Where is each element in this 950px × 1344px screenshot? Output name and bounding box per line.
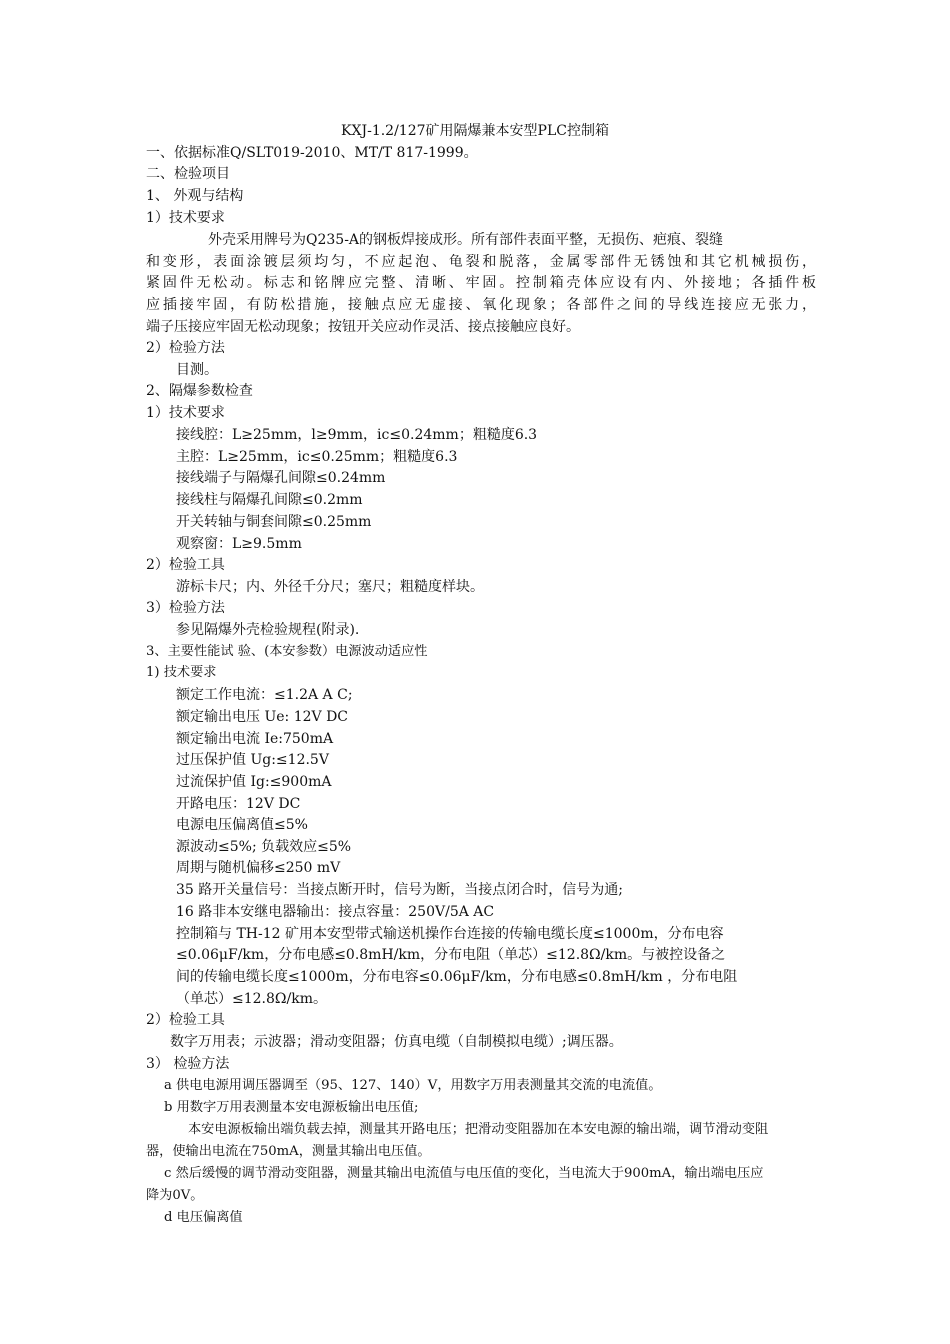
item-heading: 1) 技术要求: [146, 665, 217, 680]
spec-line: 电源电压偏离值≤5%: [176, 817, 308, 833]
spec-line: 过压保护值 Ug:≤12.5V: [176, 752, 329, 768]
item-heading: 1）技术要求: [146, 405, 225, 421]
paragraph-line: 端子压接应牢固无松动现象；按钮开关应动作灵活、接点接触应良好。: [146, 319, 580, 335]
spec-line: 额定输出电流 Ie:750mA: [176, 731, 334, 747]
item-heading: 2）检验方法: [146, 340, 225, 356]
paragraph-line: 间的传输电缆长度≤1000m，分布电容≤0.06μF/km，分布电感≤0.8mH/km ，分布电阻: [176, 969, 738, 985]
subsection-heading: 2、隔爆参数检查: [146, 383, 253, 399]
paragraph-line: （单芯）≤12.8Ω/km。: [176, 991, 327, 1007]
spec-line: 接线腔：L≥25mm，l≥9mm，ic≤0.24mm；粗糙度6.3: [176, 427, 538, 443]
subsection-heading: 3、主要性能试 验、(本安参数）电源波动适应性: [146, 644, 428, 659]
text-line: 数字万用表；示波器；滑动变阻器；仿真电缆（自制模拟电缆）;调压器。: [170, 1034, 623, 1050]
item-heading: 3）检验方法: [146, 600, 225, 616]
item-heading: 3） 检验方法: [146, 1056, 230, 1072]
paragraph-line: 降为0V。: [146, 1188, 204, 1203]
spec-line: 16 路非本安继电器输出：接点容量：250V/5A AC: [176, 904, 495, 920]
spec-line: 35 路开关量信号：当接点断开时，信号为断，当接点闭合时，信号为通;: [176, 882, 623, 898]
text-line: 游标卡尺；内、外径千分尺；塞尺；粗糙度样块。: [176, 579, 484, 595]
spec-line: 观察窗：L≥9.5mm: [176, 536, 302, 552]
paragraph-line: 控制箱与 TH-12 矿用本安型带式输送机操作台连接的传输电缆长度≤1000m，分布电容: [176, 926, 724, 942]
spec-line: 周期与随机偏移≤250 mV: [176, 860, 341, 876]
text-line: 目测。: [176, 362, 218, 378]
spec-line: 主腔：L≥25mm，ic≤0.25mm；粗糙度6.3: [176, 449, 458, 465]
item-heading: 1）技术要求: [146, 210, 225, 226]
paragraph-line: ≤0.06μF/km，分布电感≤0.8mH/km，分布电阻（单芯）≤12.8Ω/km。与被控设备之: [176, 947, 726, 963]
item-heading: 2）检验工具: [146, 1012, 225, 1028]
section-heading: 二、检验项目: [146, 166, 230, 182]
spec-line: 接线柱与隔爆孔间隙≤0.2mm: [176, 492, 363, 508]
paragraph-line: 紧固件无松动。标志和铭牌应完整、清晰、牢固。控制箱壳体应设有内、外接地；各插件板: [146, 275, 816, 291]
text-line: 参见隔爆外壳检验规程(附录).: [176, 622, 360, 638]
paragraph-line: 外壳采用牌号为Q235-A的钢板焊接成形。所有部件表面平整，无损伤、疤痕、裂缝: [208, 232, 724, 248]
spec-line: 过流保护值 Ig:≤900mA: [176, 774, 332, 790]
item-heading: 2）检验工具: [146, 557, 225, 573]
procedure-step: a 供电电源用调压器调至（95、127、140）V，用数字万用表测量其交流的电流值。: [164, 1078, 662, 1093]
subsection-heading: 1、 外观与结构: [146, 188, 244, 204]
procedure-step: d 电压偏离值: [164, 1210, 243, 1225]
spec-line: 额定输出电压 Ue: 12V DC: [176, 709, 349, 725]
document-title: KXJ-1.2/127矿用隔爆兼本安型PLC控制箱: [341, 123, 609, 139]
spec-line: 开关转轴与铜套间隙≤0.25mm: [176, 514, 372, 530]
spec-line: 接线端子与隔爆孔间隙≤0.24mm: [176, 470, 386, 486]
procedure-step: b 用数字万用表测量本安电源板输出电压值;: [164, 1100, 419, 1115]
paragraph-line: 应插接牢固，有防松措施，接触点应无虚接、氧化现象；各部件之间的导线连接应无张力，: [146, 297, 816, 313]
spec-line: 开路电压：12V DC: [176, 796, 301, 812]
paragraph-line: 本安电源板输出端负载去掉，测量其开路电压；把滑动变阻器加在本安电源的输出端，调节滑动变阻: [188, 1122, 769, 1137]
text-line: 一、依据标准Q/SLT019-2010、MT/T 817-1999。: [146, 145, 478, 161]
paragraph-line: 和变形，表面涂镀层须均匀，不应起泡、龟裂和脱落，金属零部件无锈蚀和其它机械损伤，: [146, 254, 816, 270]
spec-line: 源波动≤5%; 负载效应≤5%: [176, 839, 352, 855]
procedure-step: c 然后缓慢的调节滑动变阻器，测量其输出电流值与电压值的变化，当电流大于900mA，输出端电压应: [164, 1166, 764, 1181]
paragraph-line: 器，使输出电流在750mA，测量其输出电压值。: [146, 1144, 431, 1159]
spec-line: 额定工作电流：≤1.2A A C;: [176, 687, 353, 703]
